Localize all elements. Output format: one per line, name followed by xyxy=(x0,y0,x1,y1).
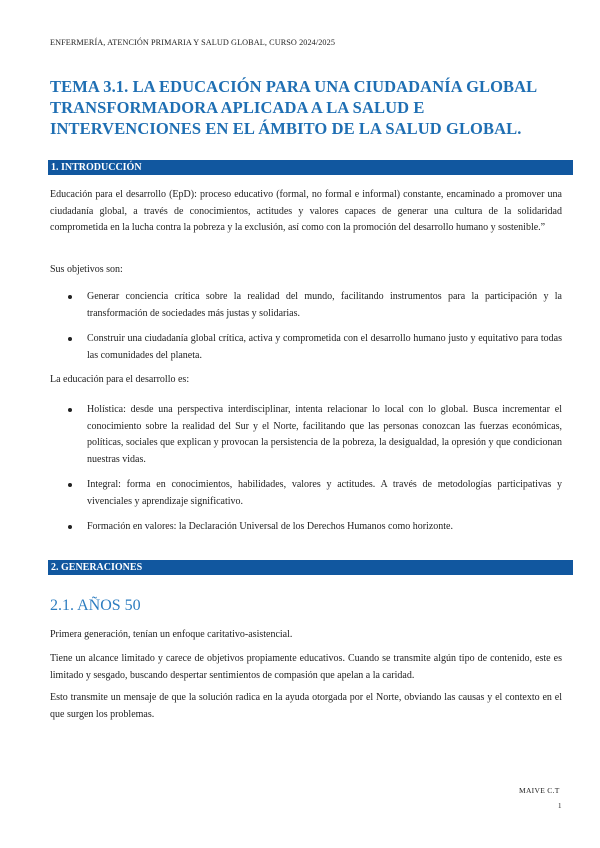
generation-paragraph: Tiene un alcance limitado y carece de objetivos propiamente educativos. Cuando se transmite algún tipo de contenido, este es limitado y sesgado, buscando despertar sentimientos de compasión que apelan a la caridad. xyxy=(50,653,562,681)
subheading-anos-50: 2.1. AÑOS 50 xyxy=(50,597,141,614)
generation-paragraph: Esto transmite un mensaje de que la solución radica en la ayuda otorgada por el Norte, obviando las causas y el contexto en el que surgen los problemas. xyxy=(50,692,562,720)
bullet-icon xyxy=(68,408,72,412)
characteristics-list xyxy=(50,402,562,536)
bullet-icon xyxy=(68,295,72,299)
list-item xyxy=(50,519,562,536)
footer-author: MAIVE C.T xyxy=(519,786,560,795)
list-item xyxy=(50,289,562,322)
list-item xyxy=(50,331,562,364)
list-item-text: Formación en valores: la Declaración Universal de los Derechos Humanos como horizonte. xyxy=(87,521,453,532)
running-head: ENFERMERÍA, ATENCIÓN PRIMARIA Y SALUD GLOBAL, CURSO 2024/2025 xyxy=(50,38,336,47)
list-item-text: Holística: desde una perspectiva interdisciplinar, intenta relacionar lo local con lo global. Busca incrementar el conocimiento sobre la realidad del Sur y el Norte, facilitando que las personas conozcan las fuerzas económicas, políticas, sociales que explican y provocan la persistencia de la pobreza, la desigualdad, la opresión y que condicionan nuestras vidas. xyxy=(87,404,562,465)
page-title: TEMA 3.1. LA EDUCACIÓN PARA UNA CIUDADANÍA GLOBAL TRANSFORMADORA APLICADA A LA SALUD E INTERVENCIONES EN EL ÁMBITO DE LA SALUD GLOBAL. xyxy=(50,77,537,138)
page-number: 1 xyxy=(558,802,562,810)
characteristics-label: La educación para el desarrollo es: xyxy=(50,374,190,385)
objectives-list xyxy=(50,289,562,364)
bullet-icon xyxy=(68,337,72,341)
bullet-icon xyxy=(68,525,72,529)
generation-paragraph: Primera generación, tenían un enfoque caritativo-asistencial. xyxy=(50,629,293,640)
intro-paragraph: Educación para el desarrollo (EpD): proceso educativo (formal, no formal e informal) constante, encaminado a promover una ciudadanía global, a través de conocimientos, actitudes y valores capaces de generar una cultura de la solidaridad comprometida en la lucha contra la pobreza y la exclusión, así como con la promoción del desarrollo humano y sostenible.” xyxy=(50,189,562,233)
bullet-icon xyxy=(68,483,72,487)
list-item-text: Construir una ciudadanía global crítica, activa y comprometida con el desarrollo humano justo y equitativo para todas las comunidades del planeta. xyxy=(87,333,562,361)
objectives-label: Sus objetivos son: xyxy=(50,264,123,275)
list-item-text: Integral: forma en conocimientos, habilidades, valores y actitudes. A través de metodologías participativas y vivenciales y aprendizaje significativo. xyxy=(87,479,562,507)
section-heading-generaciones: 2. GENERACIONES xyxy=(48,560,573,575)
section-heading-introduccion: 1. INTRODUCCIÓN xyxy=(48,160,573,175)
list-item xyxy=(50,402,562,468)
list-item-text: Generar conciencia crítica sobre la realidad del mundo, facilitando instrumentos para la participación y la transformación de sociedades más justas y solidarias. xyxy=(87,291,562,319)
list-item xyxy=(50,477,562,510)
